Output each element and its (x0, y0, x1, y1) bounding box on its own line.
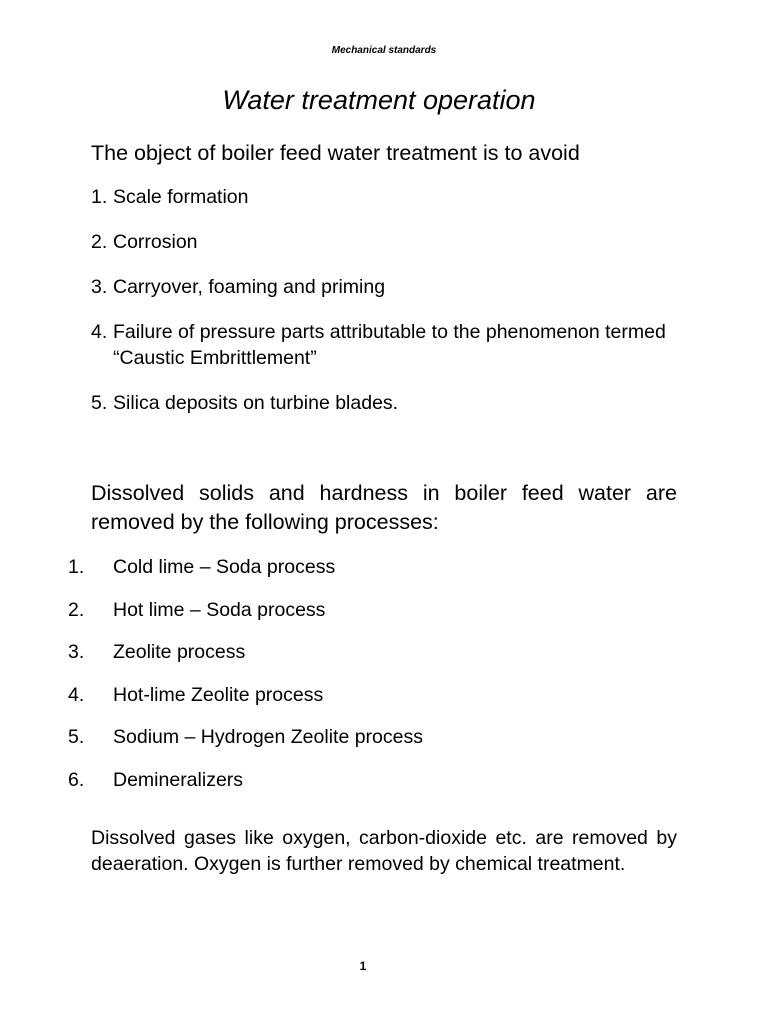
list-item-number: 2. (91, 231, 108, 253)
page-title: Water treatment operation (222, 85, 536, 115)
list-item (68, 724, 688, 767)
list-item-number: 2. (68, 598, 85, 621)
page-number: 1 (359, 959, 367, 973)
list-item-number: 5. (68, 726, 85, 748)
intro-sentence: The object of boiler feed water treatment is to avoid (91, 141, 580, 165)
objectives-list (91, 184, 691, 435)
list-item (91, 184, 691, 210)
list-item-number: 4. (91, 321, 108, 343)
gases-paragraph: Dissolved gases like oxygen, carbon-dioxide etc. are removed by deaeration. Oxygen is further removed by chemical treatment. (91, 827, 677, 875)
list-item (68, 682, 688, 725)
list-item-text: Hot-lime Zeolite process (113, 683, 324, 706)
list-item (68, 639, 688, 682)
list-item-number: 3. (91, 276, 108, 298)
list-item-number: 5. (91, 392, 108, 414)
list-item-text: Demineralizers (113, 768, 244, 791)
list-item-text: Cold lime – Soda process (113, 556, 336, 578)
list-item-text: Sodium – Hydrogen Zeolite process (113, 726, 423, 748)
list-item-text: Carryover, foaming and priming (113, 276, 386, 298)
list-item-text: Silica deposits on turbine blades. (113, 392, 399, 414)
list-item-number: 6. (68, 768, 85, 791)
list-item (68, 597, 688, 640)
list-item-number: 3. (68, 641, 85, 663)
running-header: Mechanical standards (331, 45, 437, 56)
list-item (68, 767, 688, 810)
list-item-number: 1. (68, 556, 85, 578)
list-item (68, 554, 688, 597)
processes-list (68, 554, 688, 809)
list-item-text: Corrosion (113, 231, 198, 253)
processes-intro-paragraph: Dissolved solids and hardness in boiler feed water are removed by the following processes: (91, 481, 677, 534)
list-item (91, 229, 691, 255)
list-item (91, 319, 691, 371)
list-item-number: 1. (91, 186, 108, 208)
list-item-text: Zeolite process (113, 641, 246, 663)
list-item-number: 4. (68, 683, 85, 706)
list-item-text: Failure of pressure parts attributable to the phenomenon termed “Caustic Embrittlement” (113, 321, 666, 369)
list-item (91, 390, 691, 416)
list-item-text: Hot lime – Soda process (113, 598, 326, 621)
list-item-text: Scale formation (113, 186, 249, 208)
list-item (91, 274, 691, 300)
